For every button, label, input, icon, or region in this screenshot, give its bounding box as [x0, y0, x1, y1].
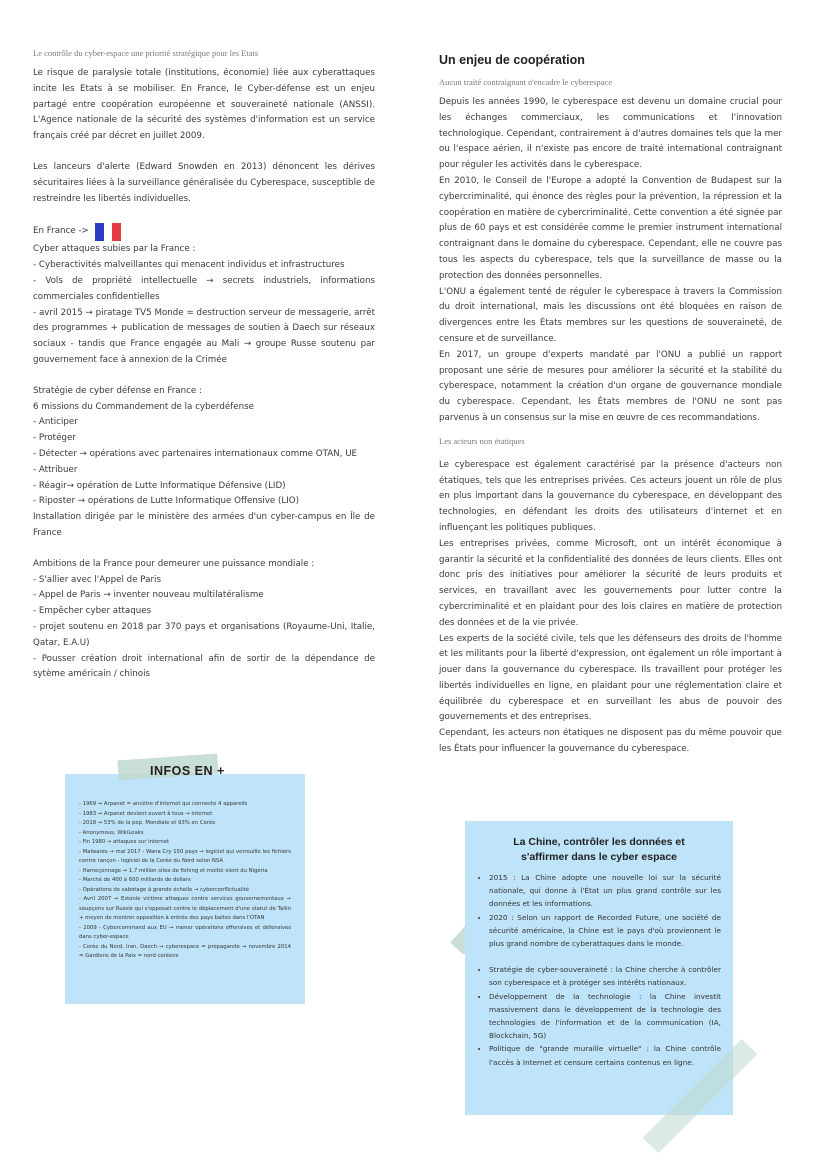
china-title-line-1: La Chine, contrôler les données et	[513, 836, 685, 848]
attacks-line: Cyber attaques subies par la France :	[33, 244, 196, 255]
ambitions-line: - Appel de Paris → inventer nouveau multilatéralisme	[33, 590, 264, 601]
infos-item: - 2018 → 53% de la pop. Mondiale et 93% en Corée	[79, 820, 216, 826]
infos-item: - 1983 → Arpanet devient ouvert à tous → internet	[79, 810, 213, 817]
right-kicker-1: Aucun traité contraignant n'encadre le cyberespace	[439, 77, 613, 87]
strategy-line: - Attribuer	[33, 464, 78, 475]
infos-list	[79, 800, 291, 962]
infos-item: - 1969 → Arpanet = ancêtre d'internet qui connecte 4 appareils	[79, 801, 248, 807]
ambitions-line: Ambitions de la France pour demeurer une puissance mondiale :	[33, 558, 315, 569]
paragraph: L'ONU a également tenté de réguler le cyberespace à travers la Commission du droit international, mais les discussions ont été bloquées en raison de divergences entre les États membres sur les questions de souveraineté, de censure et de surveillance.	[439, 286, 782, 344]
right-kicker-2: Les acteurs non étatiques	[439, 435, 525, 446]
infos-item: - Anonymous, WikiLeaks	[79, 829, 144, 836]
infos-item: - Corée du Nord, Iran, Daech → cyberespace = propagande → novembre 2014 = Gardiens de la Paix = nord coréens	[79, 943, 291, 959]
china-title-line-2: s'affirmer dans le cyber espace	[521, 851, 677, 863]
attacks-line: - Cyberactivités malveillantes qui menacent individus et infrastructures	[33, 260, 345, 271]
france-flag-icon	[95, 223, 121, 241]
infos-item: - Hameçonnage → 1,7 million sites de fishing et moitié vient du Nigéria	[79, 867, 268, 874]
intro-paragraph-2: Les lanceurs d'alerte (Edward Snowden en 2013) dénoncent les dérives sécuritaires liées à la surveillance généralisée du Cyberespace, susceptible de restreindre les libertés individuelles.	[33, 161, 375, 204]
china-item: • Stratégie de cyber-souveraineté : la Chine cherche à contrôler son cyberespace et à protéger ses intérêts nationaux.	[489, 963, 721, 989]
china-item: • 2020 : Selon un rapport de Recorded Future, une société de sécurité américaine, la Chine est le pays d'où proviennent le plus grand nombre de cyberattaques dans le monde.	[489, 911, 721, 951]
right-column	[439, 50, 782, 758]
infos-item: - Opérations de sabotage à grande échelle → cyberconflictualité	[79, 886, 250, 893]
strategy-line: 6 missions du Commandement de la cyberdéfense	[33, 401, 254, 412]
infos-item: - Avril 2007 → Estonie victime attaques contre services gouvernementaux → soupçons sur Russie qui s'opposait contre le déplacement d'une statut de Tallin + moyen de montrer opposition à entrée des pays baltes dans l'OTAN	[79, 896, 291, 921]
paragraph: En 2017, un groupe d'experts mandaté par l'ONU a publié un rapport proposant une série de mesures pour améliorer la sécurité et la stabilité du cyberespace, notamment la création d'un organe de gouvernance mondiale du cyberespace. Cependant, les États membres de l'ONU ne sont pas parvenus à un consensus sur la mise en œuvre de ces recommandations.	[439, 349, 782, 423]
left-text	[33, 66, 375, 683]
strategy-line: Installation dirigée par le ministère des armées d'un cyber-campus en Île de France	[33, 512, 375, 538]
china-item: • Politique de "grande muraille virtuelle" : la Chine contrôle l'accès à Internet et censure certains contenus en ligne.	[489, 1042, 721, 1068]
left-kicker: Le contrôle du cyber-espace une priorité stratégique pour les Etats	[33, 48, 259, 58]
china-box	[465, 821, 733, 1115]
ambitions-line: - Pousser création droit international afin de sortir de la dépendance de sytème américain / chinois	[33, 653, 375, 680]
strategy-line: - Détecter → opérations avec partenaires internationaux comme OTAN, UE	[33, 448, 358, 459]
infos-item: - Malwares → mai 2017 - Wana Cry 150 pays → logiciel qui verrouille les fichiers contre rançon - logiciel de la Corée du Nord selon NSA	[79, 848, 291, 864]
paragraph: Les experts de la société civile, tels que les défenseurs des droits de l'homme et les militants pour la liberté d'expression, ont également un rôle important à jouer dans la gouvernance du cyberespace. Ils travaillent pour protéger les libertés individuelles en ligne, en plaidant pour une réglementation claire et équilibrée du cyberespace et en surveillant les abus de pouvoir des gouvernements et des entreprises.	[439, 633, 782, 723]
flag-stripe-blue	[95, 223, 104, 241]
infos-box	[65, 774, 305, 1004]
paragraph: Depuis les années 1990, le cyberespace est devenu un domaine crucial pour les échanges commerciaux, les communications et l'innovation technologique. Cependant, contrairement à d'autres domaines tels que la mer ou l'espace aérien, il n'existe pas encore de traité international contraignant pour réguler les activités dans le cyberespace.	[439, 97, 782, 171]
infos-item: - Fin 1980 → attaques sur internet	[79, 839, 170, 845]
france-line	[33, 222, 375, 242]
china-item: • 2015 : La Chine adopte une nouvelle loi sur la sécurité nationale, qui donne à l'État un plus grand contrôle sur les données et les informations.	[489, 871, 721, 911]
strategy-line: - Riposter → opérations de Lutte Informatique Offensive (LIO)	[33, 496, 300, 507]
france-label: En France ->	[33, 226, 89, 237]
paragraph: Les entreprises privées, comme Microsoft, ont un intérêt économique à garantir la sécurité et la confidentialité des données de leurs clients. Elles ont donc pris des initiatives pour améliorer la sécurité de leurs produits et services, en travaillant avec les gouvernements pour lutter contre la cybercriminalité et en plaidant pour des lois claires en matière de protection des données et de la vie privée.	[439, 538, 782, 628]
ambitions-line: - projet soutenu en 2018 par 370 pays et organisations (Royaume-Uni, Italie, Qatar, E.A.U)	[33, 621, 375, 648]
attacks-line: - avril 2015 → piratage TV5 Monde = destruction serveur de messagerie, arrêt des programmes + publication de messages de soutien à Daech sur réseaux sociaux - tandis que France engagée au Mali → groupe Russe soutenu par gouvernement face à annexion de la Crimée	[33, 307, 375, 365]
ambitions-line: - Empêcher cyber attaques	[33, 606, 152, 617]
infos-title: INFOS EN +	[150, 764, 225, 778]
right-text-2	[439, 458, 782, 758]
strategy-line: - Réagir→ opération de Lutte Informatique Défensive (LID)	[33, 480, 286, 491]
china-list	[477, 871, 721, 1069]
china-item: • Développement de la technologie : la Chine investit massivement dans le développement de la technologie des technologies de l'information et de la communication (IA, Blockchain, 5G)	[489, 990, 721, 1043]
left-column	[33, 48, 375, 683]
infos-item: - Marché de 400 à 600 milliards de dollars	[79, 877, 191, 883]
ambitions-line: - S'allier avec l'Appel de Paris	[33, 574, 161, 585]
intro-paragraph-1: Le risque de paralysie totale (institutions, économie) liée aux cyberattaques incite les Etats à se mobiliser. En France, le Cyber-défense est un enjeu partagé entre coopération européenne et souveraineté nationale (ANSSI). L'Agence nationale de la sécurité des systèmes d'information est un service français créé par décret en juillet 2009.	[33, 68, 375, 142]
infos-item: - 2009 - Cybercommand aux EU → mener opérations offensives et défensives dans cyber-espace	[79, 924, 291, 940]
right-text-1	[439, 95, 782, 427]
flag-stripe-red	[112, 223, 121, 241]
strategy-line: - Protéger	[33, 433, 76, 444]
strategy-line: - Anticiper	[33, 417, 78, 428]
strategy-line: Stratégie de cyber défense en France :	[33, 385, 202, 396]
paragraph: Cependant, les acteurs non étatiques ne disposent pas du même pouvoir que les États pour influencer la gouvernance du cyberespace.	[439, 728, 782, 755]
china-title	[477, 835, 721, 865]
flag-stripe-white	[104, 223, 113, 241]
attacks-line: - Vols de propriété intellectuelle → secrets industriels, informations commerciales confidentielles	[33, 275, 375, 302]
section-title: Un enjeu de coopération	[439, 53, 585, 67]
paragraph: Le cyberespace est également caractérisé par la présence d'acteurs non étatiques, tels que les entreprises privées. Ces acteurs jouent un rôle de plus en plus important dans la gouvernance du cyberespace, en développant des technologies, en défendant les droits des utilisateurs d'internet et en influençant les politiques publiques.	[439, 459, 782, 533]
paragraph: En 2010, le Conseil de l'Europe a adopté la Convention de Budapest sur la cybercriminalité, qui énonce des règles pour la prévention, la répression et la coopération en matière de cybercriminalité. Cette convention a été signée par plus de 60 pays et est considérée comme le premier instrument international contraignant dans le domaine du cyberespace. Cependant, elle ne couvre pas tous les aspects du cyberespace, tels que la surveillance de masse ou la protection des données personnelles.	[439, 175, 782, 281]
